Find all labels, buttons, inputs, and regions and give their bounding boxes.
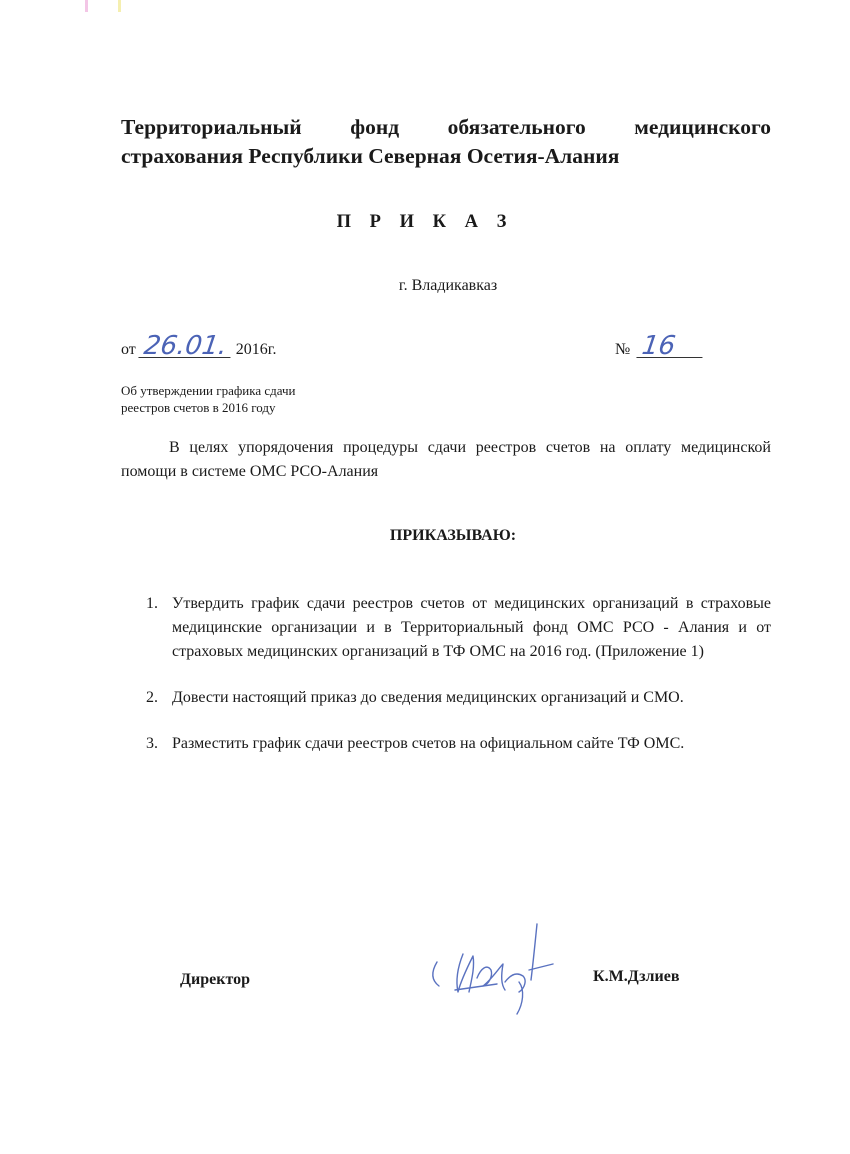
- order-subject-line-2: реестров счетов в 2016 году: [121, 400, 276, 415]
- order-item: [146, 592, 771, 664]
- order-item-number: 2.: [146, 689, 158, 706]
- order-item-text: Разместить график сдачи реестров счетов на официальном сайте ТФ ОМС.: [172, 735, 685, 752]
- order-item-number: 3.: [146, 735, 158, 752]
- city-line: г. Владикавказ: [398, 277, 498, 294]
- order-subject: [121, 382, 296, 416]
- handwritten-date: 26.01.: [138, 335, 233, 358]
- order-items-list: [146, 592, 771, 778]
- date-year: 2016г.: [235, 341, 277, 358]
- scan-artifact: [118, 0, 121, 12]
- order-directive-heading: ПРИКАЗЫВАЮ:: [389, 527, 517, 544]
- organization-title-line-2: страхования Республики Северная Осетия-Алания: [121, 144, 620, 168]
- handwritten-signature-icon: [425, 920, 560, 1020]
- order-item-text: Утвердить график сдачи реестров счетов от медицинских организаций в страховые медицинские организации и в Территориальный фонд ОМС РСО - Алания и от страховых медицинских организаций в ТФ ОМС на 2016 год. (Приложение 1): [172, 595, 771, 660]
- signer-role: Директор: [180, 971, 250, 988]
- order-number-row: [615, 331, 704, 361]
- preamble-paragraph: В целях упорядочения процедуры сдачи реестров счетов на оплату медицинской помощи в системе ОМС РСО-Алания: [121, 439, 771, 480]
- order-subject-line-1: Об утверждении графика сдачи: [121, 383, 296, 398]
- scan-artifact: [85, 0, 88, 12]
- order-item-number: 1.: [146, 595, 158, 612]
- signer-name: К.М.Дзлиев: [593, 968, 680, 985]
- date-prefix: от: [121, 341, 136, 358]
- date-row: [121, 331, 277, 361]
- number-prefix: №: [615, 341, 631, 358]
- document-type-heading: П Р И К А З: [336, 212, 514, 232]
- handwritten-order-number: 16: [637, 335, 706, 358]
- order-item: [146, 732, 771, 756]
- organization-title: [121, 113, 771, 171]
- order-item: [146, 686, 771, 710]
- order-item-text: Довести настоящий приказ до сведения медицинских организаций и СМО.: [172, 689, 684, 706]
- organization-title-line-1: Территориальный фонд обязательного медицинского: [121, 115, 771, 139]
